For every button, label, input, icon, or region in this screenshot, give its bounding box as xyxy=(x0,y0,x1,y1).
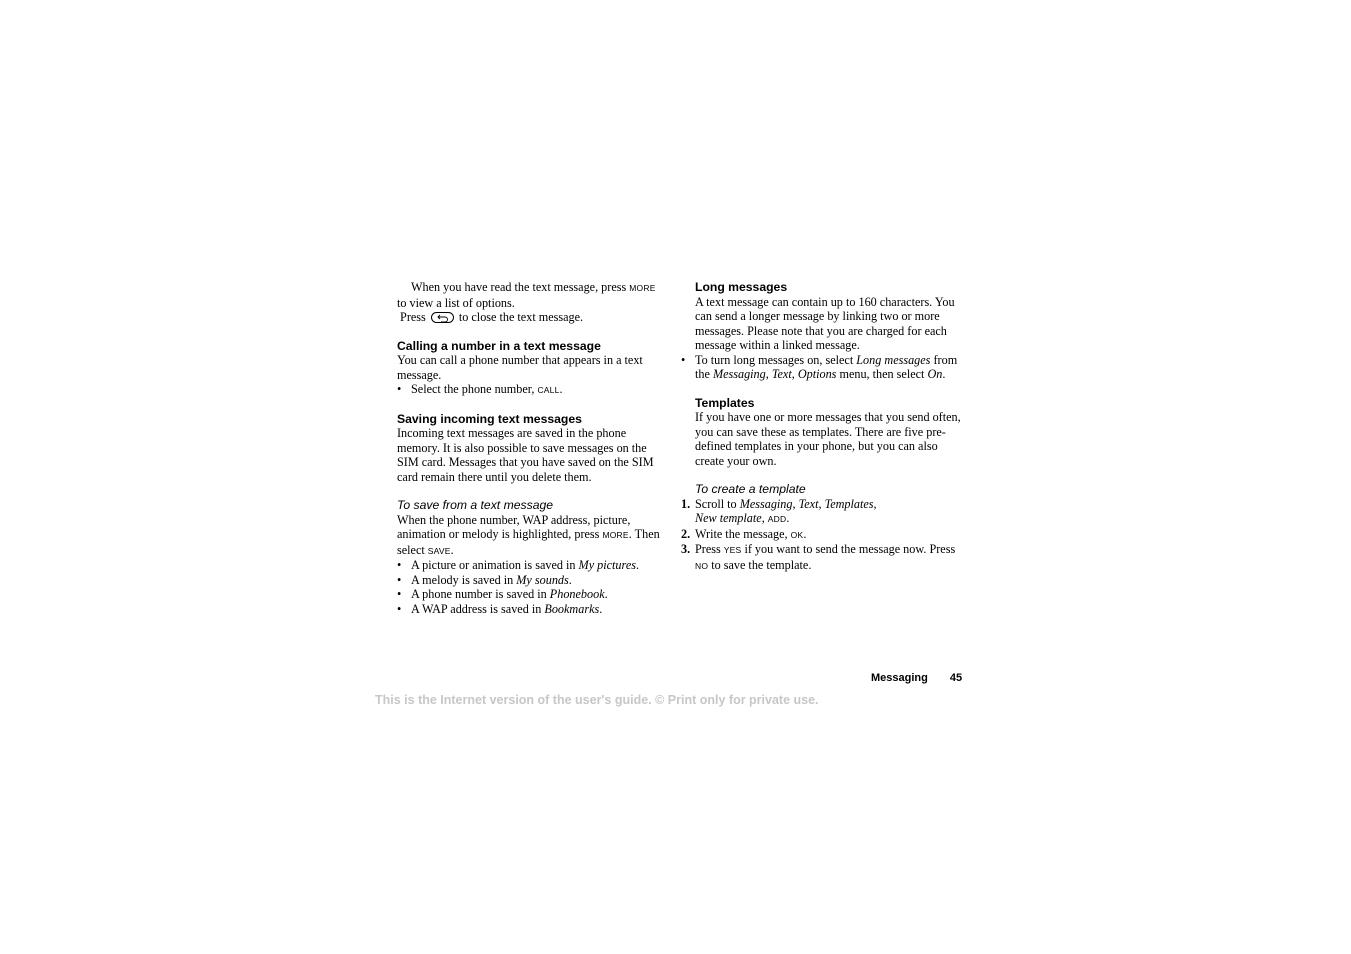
intro-text: When you have read the text message, press xyxy=(411,280,630,294)
long-messages-heading: Long messages xyxy=(695,280,788,294)
page-footer xyxy=(871,671,962,685)
save-locations-list xyxy=(397,558,665,616)
list-item: • A phone number is saved in Phonebook. xyxy=(397,587,665,602)
list-item: • A melody is saved in My sounds. xyxy=(397,573,665,588)
intro-text-end: to view a list of options. xyxy=(397,295,515,310)
list-item: • Select the phone number, CALL. xyxy=(397,382,665,398)
close-text: to close the text message. xyxy=(455,310,584,324)
list-item: • To turn long messages on, select Long messages from the Messaging, Text, Options menu, then select On. xyxy=(681,353,967,382)
templates-heading: Templates xyxy=(695,395,755,410)
list-item: • A picture or animation is saved in My pictures. xyxy=(397,558,665,573)
intro-close-line xyxy=(397,310,665,325)
more-key-label: MORE xyxy=(629,283,656,293)
saving-heading: Saving incoming text messages xyxy=(397,411,582,426)
create-template-heading: To create a template xyxy=(695,482,806,496)
saving-body: Incoming text messages are saved in the phone memory. It is also possible to save messages on the SIM card. Messages that you have saved on the SIM card remain there until you delete them. xyxy=(397,426,654,484)
calling-list xyxy=(397,382,665,398)
templates-body: If you have one or more messages that you send often, you can save these as templates. There are five pre-defined templates in your phone, but you can also create your own. xyxy=(695,410,961,468)
watermark-notice: This is the Internet version of the user's guide. © Print only for private use. xyxy=(375,693,819,707)
create-template-steps xyxy=(681,496,967,574)
step-item: 3. Press YES if you want to send the message now. Press NO to save the template. xyxy=(681,542,956,572)
yes-key-label: YES xyxy=(723,545,742,555)
call-key-label: CALL xyxy=(537,385,560,395)
press-text: Press xyxy=(400,310,429,324)
footer-section-title: Messaging xyxy=(871,672,928,684)
no-key-label: NO xyxy=(695,560,709,571)
left-column xyxy=(397,280,665,616)
add-key-label: ADD xyxy=(767,514,787,524)
intro-paragraph xyxy=(397,280,665,310)
step-item: 2. Write the message, OK. xyxy=(681,526,807,541)
step-item: 1. Scroll to Messaging, Text, Templates, New template, ADD. xyxy=(681,496,877,525)
page-number: 45 xyxy=(949,672,963,684)
save-key-label: SAVE xyxy=(427,545,451,556)
more-key-label: MORE xyxy=(602,530,629,540)
back-key-icon xyxy=(431,312,454,323)
long-messages-body: A text message can contain up to 160 characters. You can send a longer message by linking two or more messages. Please note that you are charged for each message within a linked message. xyxy=(695,294,955,352)
calling-body: You can call a phone number that appears in a text message. xyxy=(397,353,643,382)
right-column xyxy=(681,280,967,573)
save-from-body: When the phone number, WAP address, picture, animation or melody is highlighted, press MORE. Then select SAVE. xyxy=(397,512,660,557)
save-from-heading: To save from a text message xyxy=(397,498,554,512)
long-messages-list xyxy=(681,353,967,382)
calling-heading: Calling a number in a text message xyxy=(397,338,601,353)
ok-key-label: OK xyxy=(790,529,804,540)
list-item: • A WAP address is saved in Bookmarks. xyxy=(397,602,665,617)
